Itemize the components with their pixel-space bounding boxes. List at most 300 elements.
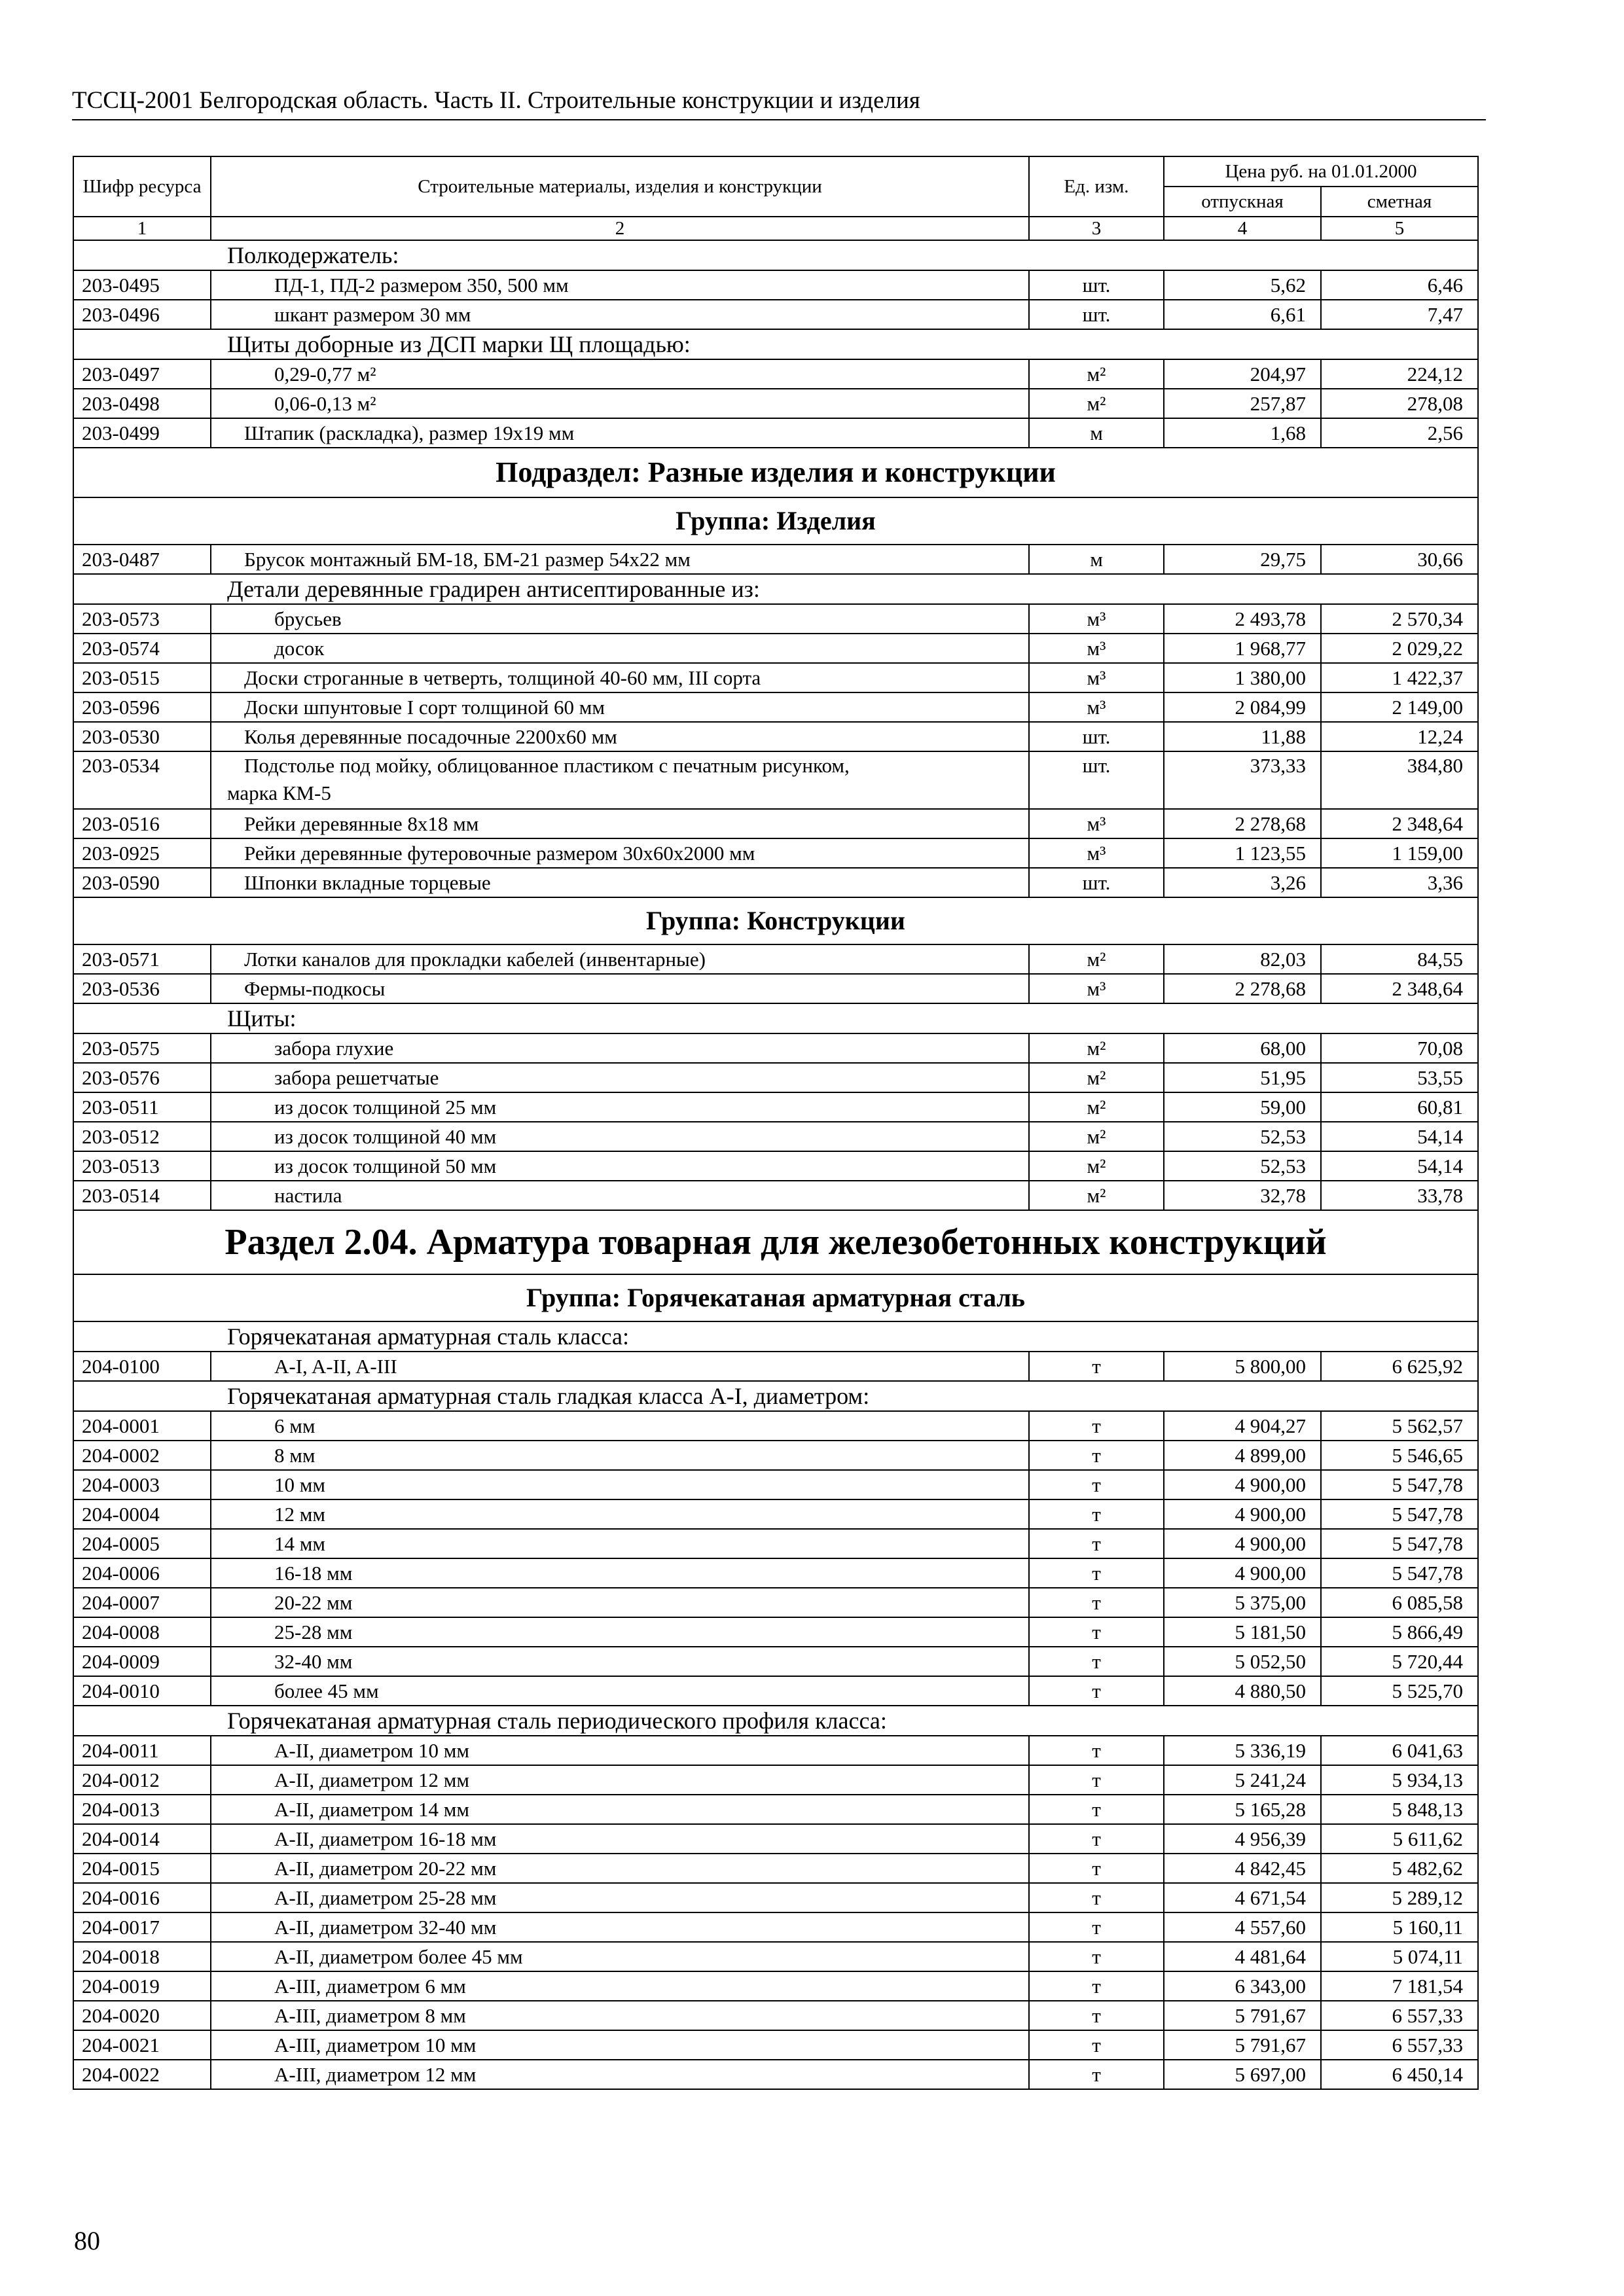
release-price: 4 900,00 — [1164, 1558, 1321, 1588]
release-price: 5 791,67 — [1164, 2030, 1321, 2060]
group-code-cell — [73, 1003, 211, 1033]
estimate-price: 384,80 — [1321, 751, 1478, 809]
resource-code: 204-0008 — [73, 1617, 211, 1647]
item-name: A-II, диаметром 10 мм — [211, 1736, 1029, 1765]
header-name: Строительные материалы, изделия и конструкции — [211, 156, 1029, 217]
unit: м³ — [1029, 604, 1164, 634]
unit: м² — [1029, 1151, 1164, 1181]
estimate-price: 2,56 — [1321, 418, 1478, 448]
estimate-price: 7,47 — [1321, 300, 1478, 329]
resource-code: 204-0011 — [73, 1736, 211, 1765]
item-name: Рейки деревянные 8х18 мм — [211, 809, 1029, 838]
release-price: 5 375,00 — [1164, 1588, 1321, 1617]
resource-code: 204-0022 — [73, 2060, 211, 2089]
group-row — [73, 1003, 1478, 1033]
resource-code: 203-0496 — [73, 300, 211, 329]
resource-code: 203-0513 — [73, 1151, 211, 1181]
table-row — [73, 722, 1478, 751]
estimate-price: 6 557,33 — [1321, 2030, 1478, 2060]
table-row — [73, 1558, 1478, 1588]
release-price: 6,61 — [1164, 300, 1321, 329]
unit: м — [1029, 545, 1164, 574]
resource-code: 203-0574 — [73, 634, 211, 663]
table-row — [73, 1676, 1478, 1706]
release-price: 5 165,28 — [1164, 1795, 1321, 1824]
table-row — [73, 389, 1478, 418]
resource-code: 204-0001 — [73, 1411, 211, 1441]
release-price: 257,87 — [1164, 389, 1321, 418]
item-name: брусьев — [211, 604, 1029, 634]
estimate-price: 5 934,13 — [1321, 1765, 1478, 1795]
release-price: 1 123,55 — [1164, 838, 1321, 868]
release-price: 4 481,64 — [1164, 1942, 1321, 1971]
header-unit: Ед. изм. — [1029, 156, 1164, 217]
estimate-price: 2 570,34 — [1321, 604, 1478, 634]
column-number: 2 — [211, 217, 1029, 240]
unit: м³ — [1029, 692, 1164, 722]
group-name: Горячекатаная арматурная сталь гладкая класса A-I, диаметром: — [211, 1381, 1478, 1411]
item-name: ПД-1, ПД-2 размером 350, 500 мм — [211, 270, 1029, 300]
release-price: 82,03 — [1164, 944, 1321, 974]
resource-code: 203-0511 — [73, 1092, 211, 1122]
page-header-title: ТССЦ-2001 Белгородская область. Часть II. Строительные конструкции и изделия — [72, 87, 920, 114]
item-name: A-III, диаметром 8 мм — [211, 2001, 1029, 2030]
resource-code: 204-0100 — [73, 1352, 211, 1381]
resource-code: 203-0590 — [73, 868, 211, 897]
table-row — [73, 663, 1478, 692]
resource-code: 203-0497 — [73, 359, 211, 389]
resource-code: 203-0516 — [73, 809, 211, 838]
unit: т — [1029, 1824, 1164, 1854]
price-table — [73, 156, 1479, 2090]
unit: т — [1029, 1529, 1164, 1558]
resource-code: 203-0498 — [73, 389, 211, 418]
resource-code: 204-0004 — [73, 1499, 211, 1529]
table-row — [73, 1795, 1478, 1824]
release-price: 4 842,45 — [1164, 1854, 1321, 1883]
resource-code: 203-0530 — [73, 722, 211, 751]
resource-code: 204-0017 — [73, 1912, 211, 1942]
estimate-price: 3,36 — [1321, 868, 1478, 897]
release-price: 68,00 — [1164, 1033, 1321, 1063]
table-row — [73, 1499, 1478, 1529]
item-name: A-III, диаметром 10 мм — [211, 2030, 1029, 2060]
release-price: 5 336,19 — [1164, 1736, 1321, 1765]
item-name: Брусок монтажный БМ-18, БМ-21 размер 54х22 мм — [211, 545, 1029, 574]
table-row — [73, 1971, 1478, 2001]
resource-code: 204-0010 — [73, 1676, 211, 1706]
item-name: из досок толщиной 40 мм — [211, 1122, 1029, 1151]
release-price: 2 278,68 — [1164, 974, 1321, 1003]
release-price: 373,33 — [1164, 751, 1321, 809]
item-name: 0,06-0,13 м² — [211, 389, 1029, 418]
item-name: Доски строганные в четверть, толщиной 40-60 мм, III сорта — [211, 663, 1029, 692]
group-code-cell — [73, 240, 211, 270]
estimate-price: 5 525,70 — [1321, 1676, 1478, 1706]
release-price: 3,26 — [1164, 868, 1321, 897]
item-name: из досок толщиной 50 мм — [211, 1151, 1029, 1181]
table-row — [73, 751, 1478, 809]
item-name: 12 мм — [211, 1499, 1029, 1529]
table-row — [73, 300, 1478, 329]
unit: т — [1029, 1558, 1164, 1588]
item-name: Фермы-подкосы — [211, 974, 1029, 1003]
estimate-price: 1 159,00 — [1321, 838, 1478, 868]
item-name: A-II, диаметром более 45 мм — [211, 1942, 1029, 1971]
resource-code: 204-0012 — [73, 1765, 211, 1795]
item-name: 8 мм — [211, 1441, 1029, 1470]
release-price: 2 278,68 — [1164, 809, 1321, 838]
unit: т — [1029, 1736, 1164, 1765]
release-price: 5 791,67 — [1164, 2001, 1321, 2030]
table-row — [73, 692, 1478, 722]
resource-code: 204-0020 — [73, 2001, 211, 2030]
estimate-price: 5 720,44 — [1321, 1647, 1478, 1676]
item-name: забора глухие — [211, 1033, 1029, 1063]
unit: м² — [1029, 389, 1164, 418]
table-row — [73, 1824, 1478, 1854]
section-row — [73, 1210, 1478, 1274]
group-row — [73, 1321, 1478, 1352]
estimate-price: 278,08 — [1321, 389, 1478, 418]
unit: т — [1029, 1470, 1164, 1499]
resource-code: 204-0009 — [73, 1647, 211, 1676]
group-name: Детали деревянные градирен антисептированные из: — [211, 574, 1478, 604]
header-rule — [72, 119, 1486, 120]
group-code-cell — [73, 1381, 211, 1411]
table-row — [73, 1529, 1478, 1558]
release-price: 32,78 — [1164, 1181, 1321, 1210]
item-name: A-II, диаметром 25-28 мм — [211, 1883, 1029, 1912]
estimate-price: 6 085,58 — [1321, 1588, 1478, 1617]
resource-code: 204-0016 — [73, 1883, 211, 1912]
release-price: 5 697,00 — [1164, 2060, 1321, 2089]
estimate-price: 53,55 — [1321, 1063, 1478, 1092]
group-heading: Группа: Горячекатаная арматурная сталь — [73, 1274, 1478, 1321]
item-name: настила — [211, 1181, 1029, 1210]
release-price: 5 181,50 — [1164, 1617, 1321, 1647]
release-price: 6 343,00 — [1164, 1971, 1321, 2001]
table-row — [73, 1352, 1478, 1381]
item-name — [211, 751, 1029, 809]
table-row — [73, 838, 1478, 868]
unit: т — [1029, 2060, 1164, 2089]
table-row — [73, 868, 1478, 897]
unit: шт. — [1029, 722, 1164, 751]
item-name: 0,29-0,77 м² — [211, 359, 1029, 389]
release-price: 29,75 — [1164, 545, 1321, 574]
group-row — [73, 574, 1478, 604]
table-row — [73, 1122, 1478, 1151]
column-number: 1 — [73, 217, 211, 240]
group-code-cell — [73, 1321, 211, 1352]
table-row — [73, 545, 1478, 574]
resource-code: 203-0925 — [73, 838, 211, 868]
unit: шт. — [1029, 751, 1164, 809]
item-name: Шпонки вкладные торцевые — [211, 868, 1029, 897]
page-number: 80 — [74, 2226, 100, 2255]
subsection-title: Подраздел: Разные изделия и конструкции — [73, 448, 1478, 497]
unit: м² — [1029, 1181, 1164, 1210]
table-row — [73, 2060, 1478, 2089]
header-release-price: отпускная — [1164, 187, 1321, 217]
estimate-price: 5 547,78 — [1321, 1499, 1478, 1529]
unit: м³ — [1029, 809, 1164, 838]
table-row — [73, 1411, 1478, 1441]
item-name: 6 мм — [211, 1411, 1029, 1441]
estimate-price: 12,24 — [1321, 722, 1478, 751]
release-price: 4 671,54 — [1164, 1883, 1321, 1912]
release-price: 5,62 — [1164, 270, 1321, 300]
resource-code: 203-0536 — [73, 974, 211, 1003]
unit: м² — [1029, 944, 1164, 974]
header-code: Шифр ресурса — [73, 156, 211, 217]
group-heading-row — [73, 897, 1478, 944]
resource-code: 203-0576 — [73, 1063, 211, 1092]
unit: м³ — [1029, 663, 1164, 692]
item-name: из досок толщиной 25 мм — [211, 1092, 1029, 1122]
table-row — [73, 1942, 1478, 1971]
resource-code: 203-0495 — [73, 270, 211, 300]
item-name: забора решетчатые — [211, 1063, 1029, 1092]
group-code-cell — [73, 574, 211, 604]
unit: т — [1029, 1617, 1164, 1647]
group-row — [73, 240, 1478, 270]
item-name: A-II, диаметром 16-18 мм — [211, 1824, 1029, 1854]
estimate-price: 7 181,54 — [1321, 1971, 1478, 2001]
table-row — [73, 2030, 1478, 2060]
unit: м — [1029, 418, 1164, 448]
resource-code: 203-0499 — [73, 418, 211, 448]
estimate-price: 5 547,78 — [1321, 1470, 1478, 1499]
unit: т — [1029, 1883, 1164, 1912]
item-name: Колья деревянные посадочные 2200х60 мм — [211, 722, 1029, 751]
item-name: 16-18 мм — [211, 1558, 1029, 1588]
table-row — [73, 1151, 1478, 1181]
unit: м² — [1029, 1033, 1164, 1063]
table-row — [73, 359, 1478, 389]
estimate-price: 30,66 — [1321, 545, 1478, 574]
unit: шт. — [1029, 300, 1164, 329]
section-title: Раздел 2.04. Арматура товарная для железобетонных конструкций — [73, 1210, 1478, 1274]
item-name: A-II, диаметром 20-22 мм — [211, 1854, 1029, 1883]
estimate-price: 2 348,64 — [1321, 809, 1478, 838]
estimate-price: 5 160,11 — [1321, 1912, 1478, 1942]
estimate-price: 60,81 — [1321, 1092, 1478, 1122]
unit: т — [1029, 1912, 1164, 1942]
group-name: Горячекатаная арматурная сталь класса: — [211, 1321, 1478, 1352]
release-price: 4 557,60 — [1164, 1912, 1321, 1942]
estimate-price: 6 450,14 — [1321, 2060, 1478, 2089]
unit: т — [1029, 1971, 1164, 2001]
item-name: шкант размером 30 мм — [211, 300, 1029, 329]
table-row — [73, 944, 1478, 974]
resource-code: 204-0018 — [73, 1942, 211, 1971]
group-code-cell — [73, 329, 211, 359]
item-name: 25-28 мм — [211, 1617, 1029, 1647]
estimate-price: 2 029,22 — [1321, 634, 1478, 663]
release-price: 52,53 — [1164, 1151, 1321, 1181]
release-price: 5 241,24 — [1164, 1765, 1321, 1795]
estimate-price: 84,55 — [1321, 944, 1478, 974]
table-row — [73, 1063, 1478, 1092]
table-row — [73, 974, 1478, 1003]
unit: т — [1029, 1854, 1164, 1883]
group-name: Щиты доборные из ДСП марки Щ площадью: — [211, 329, 1478, 359]
table-row — [73, 809, 1478, 838]
item-name: 32-40 мм — [211, 1647, 1029, 1676]
estimate-price: 5 848,13 — [1321, 1795, 1478, 1824]
group-heading-row — [73, 1274, 1478, 1321]
estimate-price: 5 547,78 — [1321, 1558, 1478, 1588]
item-name-line: марка КМ-5 — [227, 781, 331, 804]
column-number: 3 — [1029, 217, 1164, 240]
resource-code: 203-0512 — [73, 1122, 211, 1151]
group-heading: Группа: Конструкции — [73, 897, 1478, 944]
resource-code: 204-0019 — [73, 1971, 211, 2001]
release-price: 52,53 — [1164, 1122, 1321, 1151]
resource-code: 204-0014 — [73, 1824, 211, 1854]
release-price: 11,88 — [1164, 722, 1321, 751]
resource-code: 203-0514 — [73, 1181, 211, 1210]
price-table-body — [73, 156, 1478, 2089]
release-price: 4 904,27 — [1164, 1411, 1321, 1441]
release-price: 1 380,00 — [1164, 663, 1321, 692]
release-price: 4 956,39 — [1164, 1824, 1321, 1854]
subsection-row — [73, 448, 1478, 497]
column-number: 5 — [1321, 217, 1478, 240]
estimate-price: 54,14 — [1321, 1151, 1478, 1181]
group-code-cell — [73, 1706, 211, 1736]
table-row — [73, 1854, 1478, 1883]
unit: т — [1029, 2030, 1164, 2060]
item-name: A-III, диаметром 12 мм — [211, 2060, 1029, 2089]
resource-code: 204-0005 — [73, 1529, 211, 1558]
table-row — [73, 2001, 1478, 2030]
item-name: A-II, диаметром 32-40 мм — [211, 1912, 1029, 1942]
table-row — [73, 604, 1478, 634]
release-price: 4 900,00 — [1164, 1499, 1321, 1529]
group-heading-row — [73, 497, 1478, 545]
unit: м³ — [1029, 634, 1164, 663]
resource-code: 204-0003 — [73, 1470, 211, 1499]
unit: м² — [1029, 359, 1164, 389]
resource-code: 203-0596 — [73, 692, 211, 722]
estimate-price: 5 562,57 — [1321, 1411, 1478, 1441]
release-price: 2 084,99 — [1164, 692, 1321, 722]
table-row — [73, 1588, 1478, 1617]
item-name: Доски шпунтовые I сорт толщиной 60 мм — [211, 692, 1029, 722]
release-price: 1,68 — [1164, 418, 1321, 448]
unit: м² — [1029, 1063, 1164, 1092]
table-row — [73, 1617, 1478, 1647]
estimate-price: 1 422,37 — [1321, 663, 1478, 692]
release-price: 1 968,77 — [1164, 634, 1321, 663]
item-name: Штапик (раскладка), размер 19х19 мм — [211, 418, 1029, 448]
unit: м² — [1029, 1092, 1164, 1122]
unit: т — [1029, 1588, 1164, 1617]
resource-code: 204-0021 — [73, 2030, 211, 2060]
resource-code: 204-0002 — [73, 1441, 211, 1470]
table-row — [73, 1736, 1478, 1765]
unit: т — [1029, 1676, 1164, 1706]
estimate-price: 6 041,63 — [1321, 1736, 1478, 1765]
release-price: 4 900,00 — [1164, 1470, 1321, 1499]
group-row — [73, 1706, 1478, 1736]
estimate-price: 2 348,64 — [1321, 974, 1478, 1003]
group-row — [73, 329, 1478, 359]
item-name: 10 мм — [211, 1470, 1029, 1499]
unit: т — [1029, 1942, 1164, 1971]
unit: т — [1029, 1765, 1164, 1795]
release-price: 204,97 — [1164, 359, 1321, 389]
estimate-price: 5 289,12 — [1321, 1883, 1478, 1912]
release-price: 4 880,50 — [1164, 1676, 1321, 1706]
estimate-price: 5 546,65 — [1321, 1441, 1478, 1470]
unit: т — [1029, 1352, 1164, 1381]
table-header-row — [73, 156, 1478, 187]
group-name: Щиты: — [211, 1003, 1478, 1033]
group-heading: Группа: Изделия — [73, 497, 1478, 545]
table-row — [73, 270, 1478, 300]
resource-code: 204-0006 — [73, 1558, 211, 1588]
header-estimate-price: сметная — [1321, 187, 1478, 217]
estimate-price: 5 611,62 — [1321, 1824, 1478, 1854]
resource-code: 204-0015 — [73, 1854, 211, 1883]
estimate-price: 5 074,11 — [1321, 1942, 1478, 1971]
item-name: 14 мм — [211, 1529, 1029, 1558]
table-row — [73, 1441, 1478, 1470]
unit: шт. — [1029, 270, 1164, 300]
release-price: 2 493,78 — [1164, 604, 1321, 634]
unit: шт. — [1029, 868, 1164, 897]
estimate-price: 70,08 — [1321, 1033, 1478, 1063]
estimate-price: 5 482,62 — [1321, 1854, 1478, 1883]
estimate-price: 33,78 — [1321, 1181, 1478, 1210]
item-name: Лотки каналов для прокладки кабелей (инвентарные) — [211, 944, 1029, 974]
group-name: Полкодержатель: — [211, 240, 1478, 270]
release-price: 4 900,00 — [1164, 1529, 1321, 1558]
resource-code: 203-0575 — [73, 1033, 211, 1063]
item-name: Рейки деревянные футеровочные размером 30х60х2000 мм — [211, 838, 1029, 868]
unit: т — [1029, 1795, 1164, 1824]
group-row — [73, 1381, 1478, 1411]
resource-code: 203-0571 — [73, 944, 211, 974]
item-name: A-III, диаметром 6 мм — [211, 1971, 1029, 2001]
group-name: Горячекатаная арматурная сталь периодического профиля класса: — [211, 1706, 1478, 1736]
estimate-price: 6 625,92 — [1321, 1352, 1478, 1381]
item-name: A-I, A-II, A-III — [211, 1352, 1029, 1381]
table-row — [73, 1092, 1478, 1122]
estimate-price: 5 547,78 — [1321, 1529, 1478, 1558]
item-name: более 45 мм — [211, 1676, 1029, 1706]
table-row — [73, 1470, 1478, 1499]
estimate-price: 54,14 — [1321, 1122, 1478, 1151]
release-price: 5 800,00 — [1164, 1352, 1321, 1381]
resource-code: 203-0534 — [73, 751, 211, 809]
table-row — [73, 1033, 1478, 1063]
unit: т — [1029, 2001, 1164, 2030]
resource-code: 203-0573 — [73, 604, 211, 634]
resource-code: 203-0487 — [73, 545, 211, 574]
unit: м³ — [1029, 838, 1164, 868]
table-row — [73, 634, 1478, 663]
release-price: 59,00 — [1164, 1092, 1321, 1122]
release-price: 51,95 — [1164, 1063, 1321, 1092]
resource-code: 203-0515 — [73, 663, 211, 692]
estimate-price: 2 149,00 — [1321, 692, 1478, 722]
item-name: 20-22 мм — [211, 1588, 1029, 1617]
